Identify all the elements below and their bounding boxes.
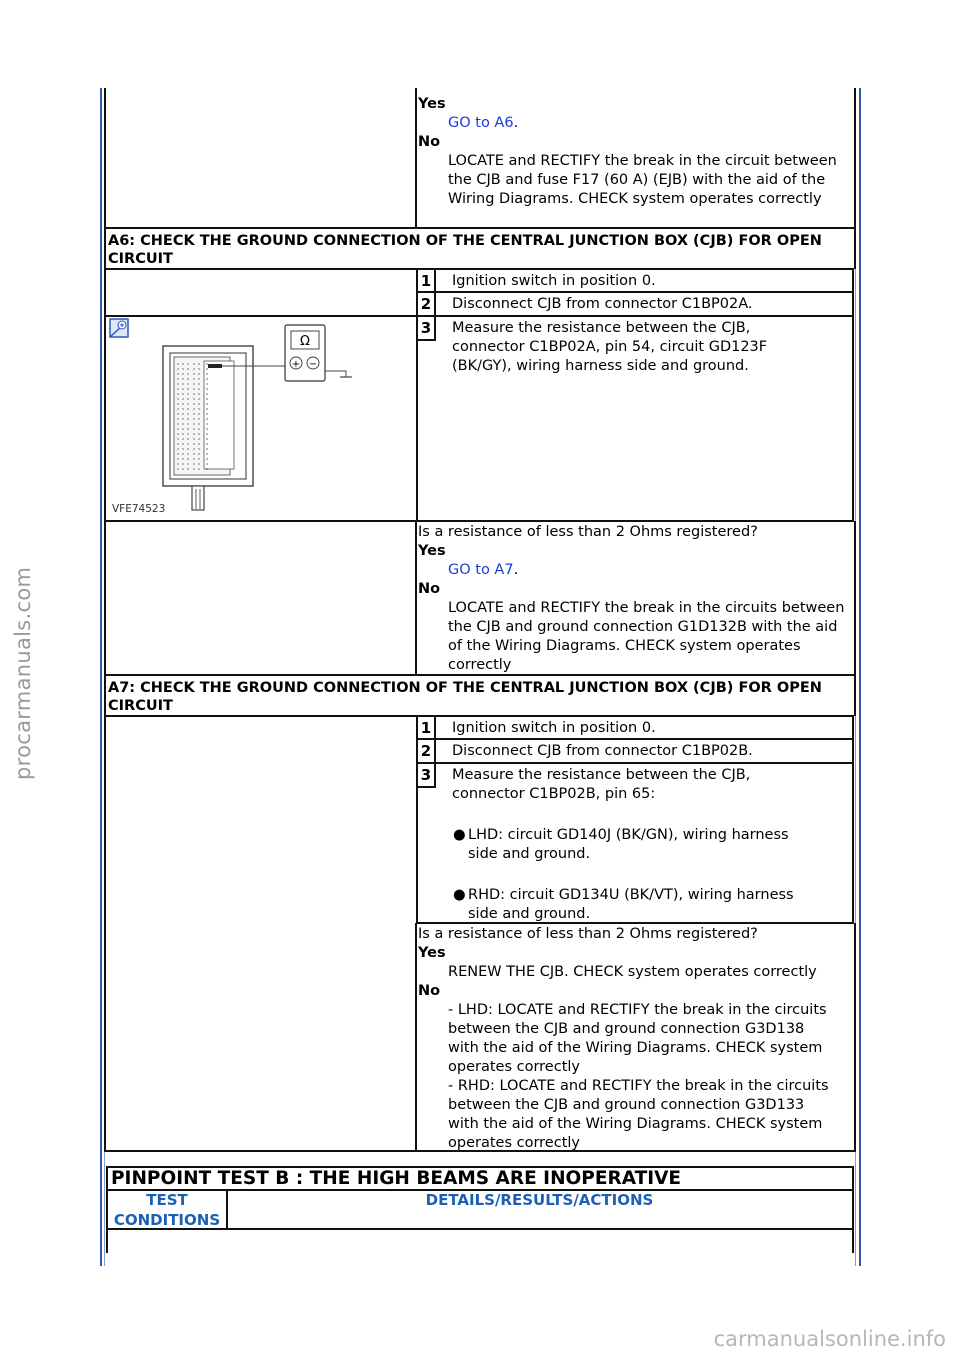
details-results-actions-header	[227, 1190, 854, 1230]
step-text: Measure the resistance between the CJB, connector C1BP02A, pin 54, circuit GD123F (BK/GY), wiring harness side and ground.	[452, 320, 768, 374]
no-label: No	[418, 134, 441, 150]
multimeter-icon	[285, 325, 325, 381]
step-text: Disconnect CJB from connector C1BP02A.	[452, 296, 753, 312]
a7-step-1	[416, 715, 854, 739]
no-action-lhd: - LHD: LOCATE and RECTIFY the break in the circuits between the CJB and ground connection G3D138 with the aid of the Wiring Diagrams. CHECK system operates correctly	[448, 1002, 827, 1075]
connector-c1bp02a-drawing	[163, 346, 253, 510]
side-watermark: procarmanuals.com	[11, 566, 35, 780]
step-number: 1	[418, 717, 436, 739]
a6-header-cell	[104, 227, 856, 269]
step-text: Disconnect CJB from connector C1BP02B.	[452, 743, 753, 759]
step-number: 2	[418, 740, 436, 763]
step-number: 2	[418, 293, 436, 316]
no-label: No	[418, 983, 441, 999]
a7-header-cell	[104, 674, 856, 716]
table-continuation-left	[106, 1229, 108, 1253]
list-item: ● RHD: circuit GD134U (BK/VT), wiring harness side and ground.	[453, 887, 794, 922]
no-action-text: LOCATE and RECTIFY the break in the circuit between the CJB and fuse F17 (60 A) (EJB) with the aid of the Wiring Diagrams. CHECK system operates correctly	[448, 153, 837, 207]
ohm-symbol: Ω	[300, 334, 310, 349]
step-text: Measure the resistance between the CJB, connector C1BP02B, pin 65:	[452, 767, 751, 802]
bullet-text: LHD: circuit GD140J (BK/GN), wiring harness side and ground.	[468, 827, 789, 862]
plus-symbol: +	[291, 359, 301, 370]
page-frame-left	[100, 88, 102, 1266]
yes-action-text: RENEW THE CJB. CHECK system operates correctly	[448, 964, 817, 980]
pinpoint-test-b-title: PINPOINT TEST B : THE HIGH BEAMS ARE INOPERATIVE	[106, 1166, 854, 1191]
a6-step-1	[416, 268, 854, 292]
step-text: Ignition switch in position 0.	[452, 273, 656, 289]
no-label: No	[418, 581, 441, 597]
cjb-measurement-diagram	[108, 317, 414, 520]
goto-a7-link[interactable]: GO to A7	[448, 562, 514, 578]
a6-question: Is a resistance of less than 2 Ohms registered?	[418, 524, 758, 540]
a7-results-left-blank	[104, 923, 416, 1152]
step-text: Ignition switch in position 0.	[452, 720, 656, 736]
no-action-rhd: - RHD: LOCATE and RECTIFY the break in the circuits between the CJB and ground connection G3D133 with the aid of the Wiring Diagrams. CHECK system operates correctly	[448, 1078, 829, 1151]
a7-step-2	[416, 738, 854, 763]
a6-results-left-blank	[104, 521, 416, 675]
zoom-icon[interactable]	[110, 319, 128, 337]
a6-left-blank	[104, 268, 416, 316]
test-conditions-header	[106, 1190, 228, 1230]
a6-step-3	[416, 315, 854, 522]
test-conditions-line2: CONDITIONS	[113, 1211, 221, 1229]
details-header-text: DETAILS/RESULTS/ACTIONS	[425, 1191, 654, 1209]
page-frame-right	[859, 88, 861, 1266]
yes-label: Yes	[418, 543, 446, 559]
no-action-text: LOCATE and RECTIFY the break in the circuits between the CJB and ground connection G1D132B with the aid of the Wiring Diagrams. CHECK system operates correctly	[448, 600, 845, 673]
step-number: 3	[418, 317, 436, 341]
goto-a6-link[interactable]: GO to A6	[448, 115, 514, 131]
table-continuation-right	[852, 1229, 854, 1253]
a6-step-2	[416, 291, 854, 316]
a6-results-cell: Is a resistance of less than 2 Ohms registered? Yes GO to A7. No LOCATE and RECTIFY the break in the circuits between the CJB and ground connection G1D132B with the aid of the Wiring Diagrams. CHECK system operates correctly	[415, 521, 856, 675]
top-result-cell: Yes GO to A6. No LOCATE and RECTIFY the break in the circuit between the CJB and fuse F17 (60 A) (EJB) with the aid of the Wiring Diagrams. CHECK system operates correctly	[415, 88, 856, 228]
a6-figure-cell	[104, 315, 416, 522]
bullet-text: RHD: circuit GD134U (BK/VT), wiring harness side and ground.	[468, 887, 794, 922]
top-left-empty-cell	[104, 88, 416, 228]
minus-symbol: −	[308, 359, 318, 370]
list-item: ● LHD: circuit GD140J (BK/GN), wiring harness side and ground.	[453, 827, 789, 862]
figure-label: VFE74523	[112, 503, 166, 515]
a7-question: Is a resistance of less than 2 Ohms registered?	[418, 926, 758, 942]
step-number: 1	[418, 270, 436, 292]
step-number: 3	[418, 764, 436, 788]
bottom-watermark: carmanualsonline.info	[713, 1327, 946, 1351]
a7-results-cell	[415, 923, 856, 1152]
a6-header: A6: CHECK THE GROUND CONNECTION OF THE CENTRAL JUNCTION BOX (CJB) FOR OPEN CIRCUIT	[108, 233, 822, 267]
test-conditions-line1: TEST	[146, 1191, 188, 1209]
a7-header: A7: CHECK THE GROUND CONNECTION OF THE CENTRAL JUNCTION BOX (CJB) FOR OPEN CIRCUIT	[108, 680, 822, 714]
a7-left-blank	[104, 715, 416, 924]
yes-label: Yes	[418, 945, 446, 961]
yes-label: Yes	[418, 96, 446, 112]
a7-step-3	[416, 762, 854, 924]
